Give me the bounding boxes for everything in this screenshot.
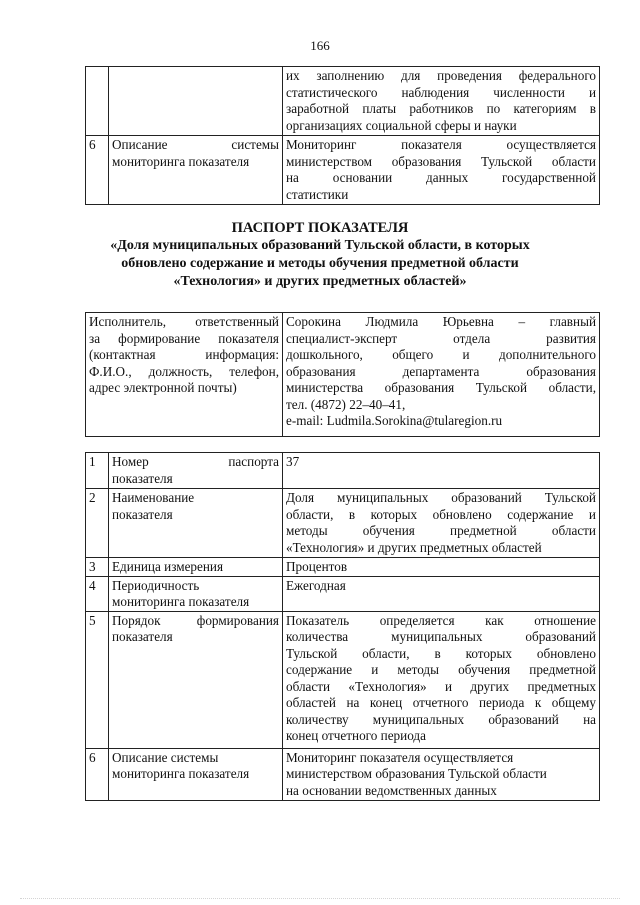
value-cell <box>283 558 600 577</box>
email-line: e-mail: Ludmila.Sorokina@tularegion.ru <box>286 413 503 428</box>
text-line: на основании ведомственных данных <box>286 782 497 798</box>
text-line: статистики <box>286 186 349 202</box>
text-line: Исполнитель, ответственный <box>89 314 279 329</box>
text-line: Периодичность <box>112 577 200 593</box>
table-row <box>86 748 600 800</box>
text-line: конец отчетного периода <box>286 728 426 743</box>
label-cell <box>109 67 283 136</box>
text-line: министерством образования Тульской области <box>286 153 596 169</box>
label-cell <box>109 558 283 577</box>
text-line: Процентов <box>286 559 348 574</box>
scan-edge-line <box>20 898 620 899</box>
text-line: за формирование показателя <box>89 330 279 346</box>
text-line: «Технология» и других предметных областей <box>286 539 542 555</box>
text-line: методы обучения предметной области <box>286 523 596 538</box>
text-line: образования департамента образования <box>286 363 596 379</box>
executor-label-cell <box>86 313 283 437</box>
label-cell <box>109 611 283 748</box>
text-line: показателя <box>112 470 173 486</box>
value-cell <box>283 136 600 205</box>
passport-heading: ПАСПОРТ ПОКАЗАТЕЛЯ <box>231 220 409 236</box>
table-row <box>86 558 600 577</box>
label-cell <box>109 136 283 205</box>
text-line: мониторинга показателя <box>112 153 250 169</box>
table-row <box>86 576 600 611</box>
text-line: Единица измерения <box>112 559 224 574</box>
num-cell: 6 <box>86 136 109 205</box>
text-line: Ежегодная <box>286 577 346 593</box>
value-cell <box>283 611 600 748</box>
text-line: их заполнению для проведения федерального <box>286 68 596 83</box>
text-line: Ф.И.О., должность, телефон, <box>89 363 279 379</box>
num-cell: 2 <box>86 489 109 558</box>
text-line: Номер паспорта <box>112 454 279 469</box>
text-line: показателя <box>112 506 173 522</box>
table-row <box>86 67 600 136</box>
text-line: адрес электронной почты) <box>89 380 237 395</box>
num-cell: 6 <box>86 748 109 800</box>
text-line: Описание системы <box>112 137 279 152</box>
text-line: заработной платы работников по категориям в <box>286 101 596 116</box>
text-line: статистического наблюдения численности и <box>286 84 596 100</box>
text-line: количеству муниципальных образований на <box>286 711 596 727</box>
table-row <box>86 136 600 205</box>
label-cell <box>109 576 283 611</box>
text-line: дошкольного, общего и дополнительного <box>286 347 596 362</box>
indicator-name-line: «Технология» и других предметных областей» <box>173 274 467 289</box>
text-line: области «Технология» и других предметных <box>286 678 596 694</box>
num-cell: 4 <box>86 576 109 611</box>
value-cell <box>283 453 600 489</box>
table-row <box>86 489 600 558</box>
passport-title <box>60 219 580 291</box>
text-line: 37 <box>286 454 300 469</box>
text-line: Порядок формирования <box>112 612 279 628</box>
indicator-name-line: «Доля муниципальных образований Тульской области, в которых <box>110 238 530 253</box>
previous-passport-table <box>85 66 600 205</box>
indicator-name-line: обновлено содержание и методы обучения предметной области <box>121 256 519 271</box>
text-line: Доля муниципальных образований Тульской <box>286 490 596 505</box>
text-line: мониторинга показателя <box>112 766 250 781</box>
passport-table <box>85 452 600 801</box>
text-line: области, в которых обновлено содержание и <box>286 506 596 522</box>
num-cell: 1 <box>86 453 109 489</box>
text-line: количества муниципальных образований <box>286 629 596 644</box>
text-line: Наименование <box>112 490 195 505</box>
text-line: областей на конец отчетного периода к общему <box>286 695 596 710</box>
executor-table <box>85 312 600 437</box>
num-cell: 3 <box>86 558 109 577</box>
table-row <box>86 611 600 748</box>
text-line: на основании данных государственной <box>286 170 596 185</box>
text-line: Мониторинг показателя осуществляется <box>286 749 514 765</box>
text-line: показателя <box>112 629 173 644</box>
text-line: тел. (4872) 22–40–41, <box>286 396 406 412</box>
value-cell <box>283 748 600 800</box>
value-cell <box>283 67 600 136</box>
table-row <box>86 313 600 437</box>
text-line: министерством образования Тульской области <box>286 766 547 781</box>
executor-value-cell <box>283 313 600 437</box>
value-cell <box>283 489 600 558</box>
label-cell <box>109 489 283 558</box>
text-line: мониторинга показателя <box>112 594 250 609</box>
table-row <box>86 453 600 489</box>
num-cell <box>86 67 109 136</box>
text-line: Описание системы <box>112 749 219 765</box>
text-line: Показатель определяется как отношение <box>286 612 596 628</box>
text-line: Мониторинг показателя осуществляется <box>286 137 596 152</box>
label-cell <box>109 748 283 800</box>
page-number: 166 <box>310 38 330 53</box>
value-cell <box>283 576 600 611</box>
text-line: специалист-эксперт отдела развития <box>286 330 596 346</box>
text-line: организациях социальной сферы и науки <box>286 117 517 133</box>
text-line: Тульской области, в которых обновлено <box>286 645 596 661</box>
text-line: содержание и методы обучения предметной <box>286 662 596 677</box>
text-line: министерства образования Тульской области, <box>286 380 596 395</box>
num-cell: 5 <box>86 611 109 748</box>
text-line: (контактная информация: <box>89 347 279 362</box>
text-line: Сорокина Людмила Юрьевна – главный <box>286 314 596 329</box>
label-cell <box>109 453 283 489</box>
